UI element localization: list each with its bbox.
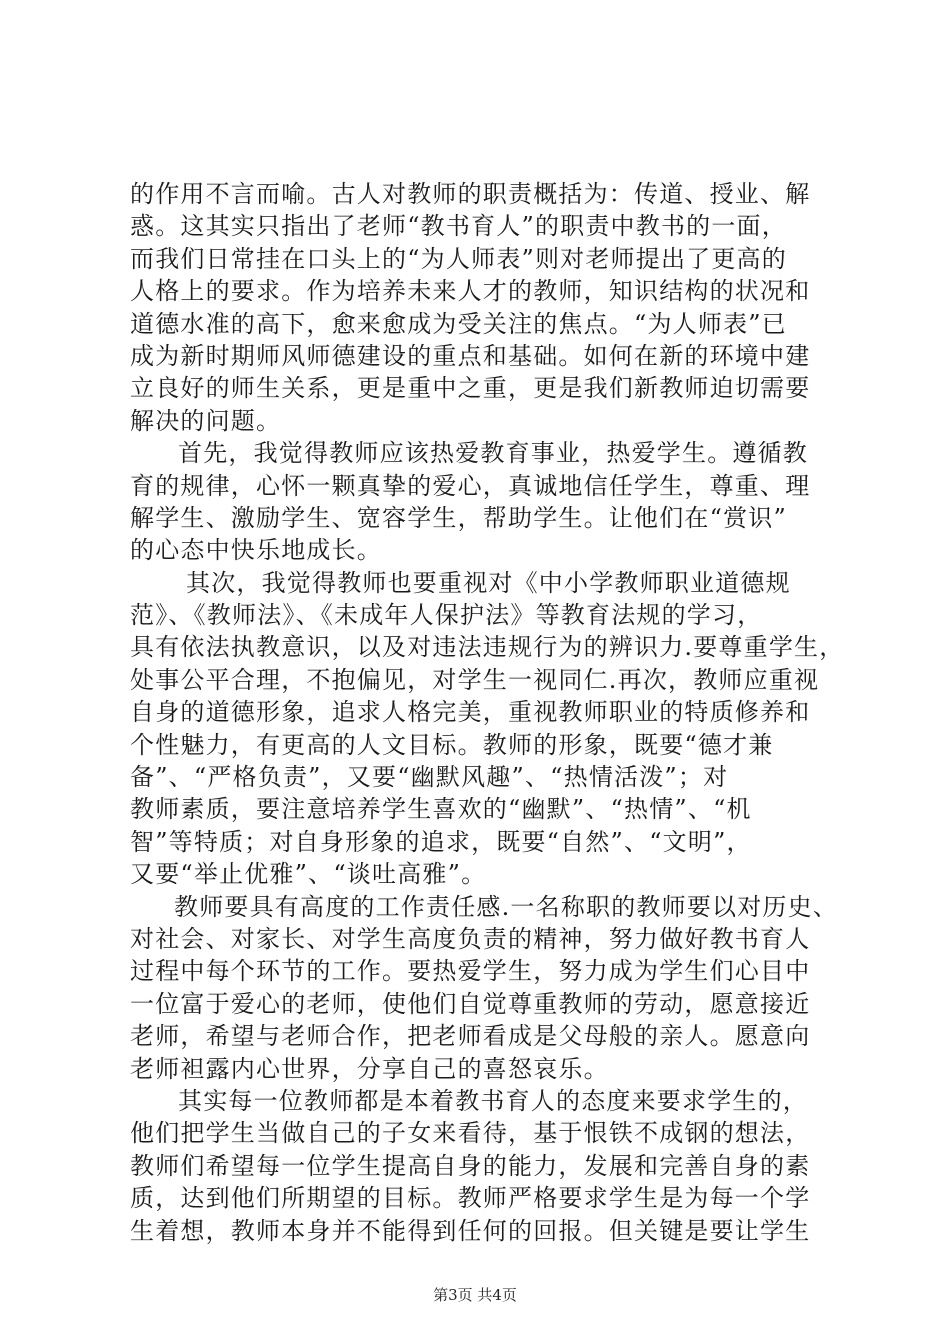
text-line: 处事公平合理，不抱偏见，对学生一视同仁.再次，教师应重视 xyxy=(130,665,820,694)
paragraph-first-line: 其次，我觉得教师也要重视对《中小学教师职业道德规 xyxy=(186,568,791,597)
text-line: 解决的问题。 xyxy=(130,406,282,435)
text-line: 备”、“严格负责”，又要“幽默风趣”、“热情活泼”；对 xyxy=(130,763,729,792)
text-line: 惑。这其实只指出了老师“教书育人”的职责中教书的一面， xyxy=(130,212,787,241)
paragraph-first-line: 教师要具有高度的工作责任感.一名称职的教师要以对历史、 xyxy=(174,892,839,921)
text-line: 智”等特质；对自身形象的追求，既要“自然”、“文明”， xyxy=(130,827,752,856)
text-line: 过程中每个环节的工作。要热爱学生，努力成为学生们心目中 xyxy=(130,957,811,986)
text-line: 具有依法执教意识，以及对违法违规行为的辨识力.要尊重学生， xyxy=(130,633,845,662)
text-line: 而我们日常挂在口头上的“为人师表”则对老师提出了更高的 xyxy=(130,244,787,273)
text-line: 他们把学生当做自己的子女来看待，基于恨铁不成钢的想法， xyxy=(130,1119,811,1148)
text-line: 成为新时期师风师德建设的重点和基础。如何在新的环境中建 xyxy=(130,341,811,370)
text-line: 对社会、对家长、对学生高度负责的精神，努力做好教书育人 xyxy=(130,924,811,953)
text-line: 立良好的师生关系，更是重中之重，更是我们新教师迫切需要 xyxy=(130,374,811,403)
text-line: 的作用不言而喻。古人对教师的职责概括为：传道、授业、解 xyxy=(130,180,811,208)
text-line: 育的规律，心怀一颗真挚的爱心，真诚地信任学生，尊重、理 xyxy=(130,471,811,500)
paragraph-first-line: 其实每一位教师都是本着教书育人的态度来要求学生的， xyxy=(178,1086,808,1115)
text-line: 个性魅力，有更高的人文目标。教师的形象，既要“德才兼 xyxy=(130,730,774,759)
text-line: 老师，希望与老师合作，把老师看成是父母般的亲人。愿意向 xyxy=(130,1022,811,1051)
text-line: 道德水准的高下，愈来愈成为受关注的焦点。“为人师表”已 xyxy=(130,309,787,338)
body-text xyxy=(130,178,845,1247)
text-line: 的心态中快乐地成长。 xyxy=(130,536,382,565)
text-line: 又要“举止优雅”、“谈吐高雅”。 xyxy=(130,860,487,889)
text-line: 教师素质，要注意培养学生喜欢的“幽默”、“热情”、“机 xyxy=(130,795,752,824)
text-line: 教师们希望每一位学生提高自身的能力，发展和完善自身的素 xyxy=(130,1151,811,1180)
text-line: 老师袒露内心世界，分享自己的喜怒哀乐。 xyxy=(130,1054,609,1083)
text-line: 人格上的要求。作为培养未来人才的教师，知识结构的状况和 xyxy=(130,277,811,306)
paragraph-first-line: 首先，我觉得教师应该热爱教育事业，热爱学生。遵循教 xyxy=(178,439,808,468)
text-line: 解学生、激励学生、宽容学生，帮助学生。让他们在“赏识” xyxy=(130,503,787,532)
text-line: 自身的道德形象，追求人格完美，重视教师职业的特质修养和 xyxy=(130,698,811,727)
page-number-footer: 第3页 共4页 xyxy=(433,1286,517,1304)
text-line: 生着想，教师本身并不能得到任何的回报。但关键是要让学生 xyxy=(130,1216,811,1245)
text-line: 范》、《教师法》、《未成年人保护法》等教育法规的学习， xyxy=(130,601,763,630)
text-line: 质，达到他们所期望的目标。教师严格要求学生是为每一个学 xyxy=(130,1184,811,1213)
text-line: 一位富于爱心的老师，使他们自觉尊重教师的劳动，愿意接近 xyxy=(130,989,811,1018)
